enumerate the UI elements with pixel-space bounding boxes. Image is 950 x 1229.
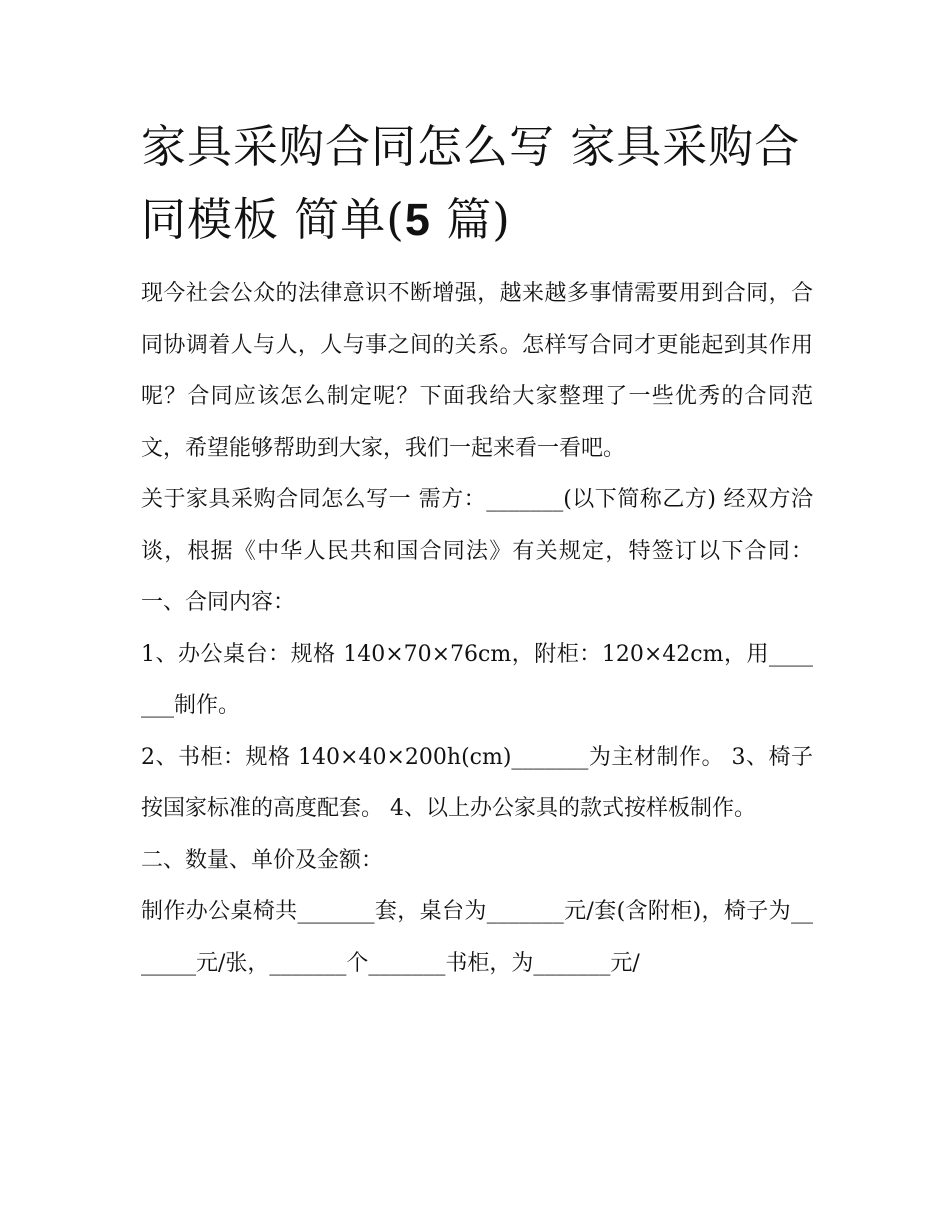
document-body — [141, 110, 813, 989]
intro-paragraph: 现今社会公众的法律意识不断增强，越来越多事情需要用到合同，合同协调着人与人，人与事之间的关系。怎样写合同才更能起到其作用呢？合同应该怎么制定呢？下面我给大家整理了一些优秀的合同范文，希望能够帮助到大家，我们一起来看一看吧。 — [141, 281, 813, 461]
title-text: 家具采购合同怎么写 家具采购合同模板 简单( — [141, 120, 801, 246]
item-bookcase-paragraph: 2、书柜：规格 140×40×200h(cm)_______为主材制作。 3、椅子按国家标准的高度配套。 4、以上办公家具的款式按样板制作。 — [141, 744, 813, 821]
section-heading-quantity: 二、数量、单价及金额： — [141, 847, 384, 873]
quantity-price-paragraph: 制作办公桌椅共_______套，桌台为_______元/套(含附柜)，椅子为_______元/张，_______个_______书柜，为_______元/ — [141, 899, 813, 976]
document-title — [141, 110, 813, 256]
contract-intro-paragraph: 关于家具采购合同怎么写一 需方：_______(以下简称乙方) 经双方洽谈，根据《中华人民共和国合同法》有关规定，特签订以下合同： 一、合同内容： — [141, 487, 813, 615]
item-desk-paragraph: 1、办公桌台：规格 140×70×76cm，附柜：120×42cm，用_______制作。 — [141, 641, 813, 718]
title-count: 5 — [404, 194, 431, 245]
title-suffix: 篇) — [430, 193, 511, 246]
